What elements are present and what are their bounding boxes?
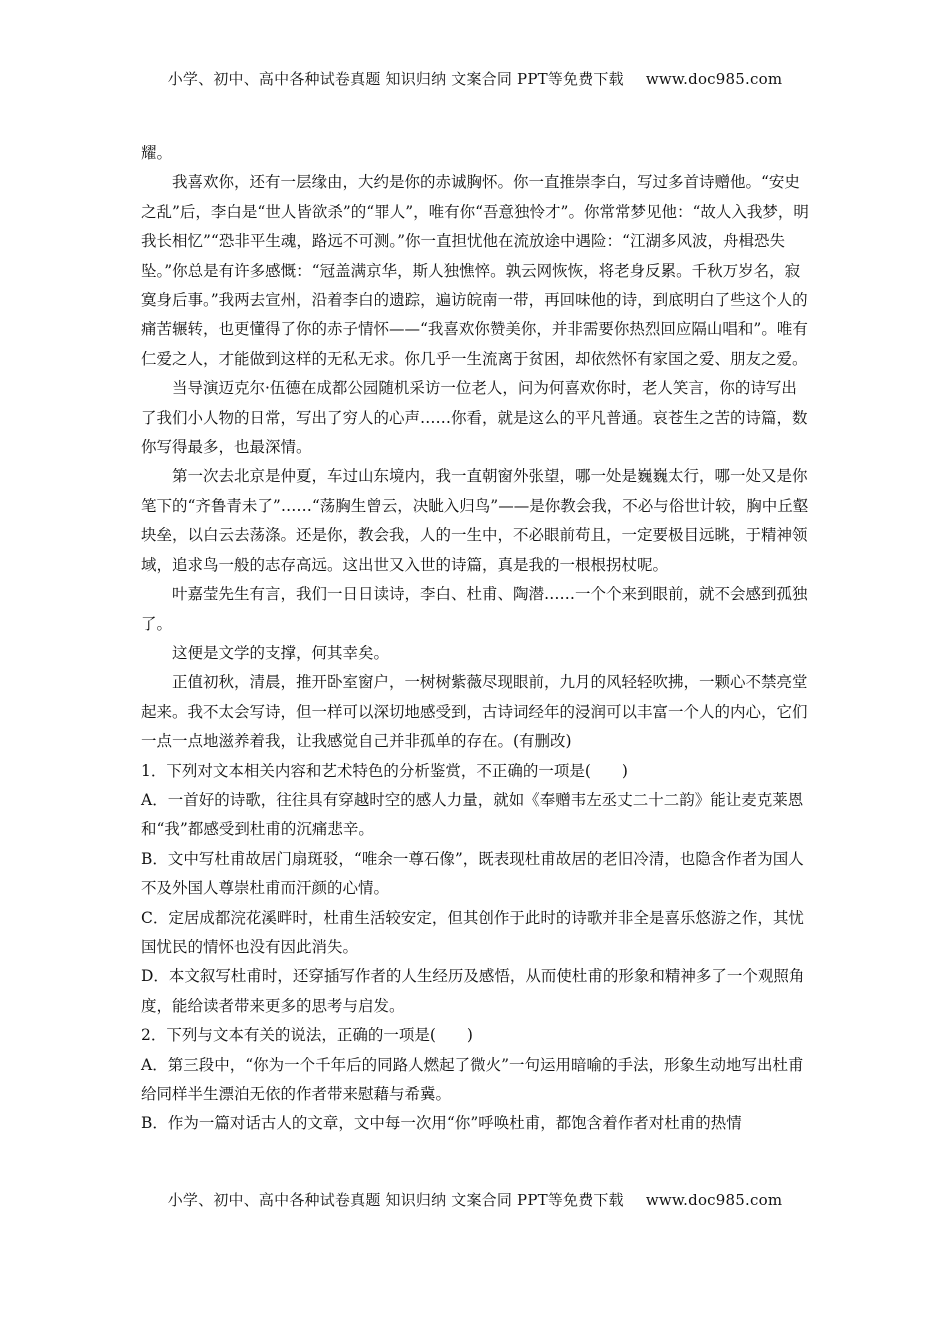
- paragraph: 当导演迈克尔·伍德在成都公园随机采访一位老人，问为何喜欢你时，老人笑言，你的诗写出了我们小人物的日常，写出了穷人的心声……你看，就是这么的平凡普通。哀苍生之苦的诗篇，数你写得最多，也最深情。: [141, 379, 808, 457]
- question-1-stem: 1．下列对文本相关内容和艺术特色的分析鉴赏，不正确的一项是( ): [141, 761, 628, 780]
- footer-text: 小学、初中、高中各种试卷真题 知识归纳 文案合同 PPT等免费下载: [167, 1191, 624, 1209]
- header-site-link[interactable]: www.doc985.com: [645, 70, 783, 88]
- page-footer: [0, 1189, 950, 1210]
- paragraph: 叶嘉莹先生有言，我们一日日读诗，李白、杜甫、陶潜……一个个来到眼前，就不会感到孤独了。: [141, 585, 808, 633]
- question-1-option-d: D．本文叙写杜甫时，还穿插写作者的人生经历及感悟，从而使杜甫的形象和精神多了一个观照角度，能给读者带来更多的思考与启发。: [141, 967, 805, 1015]
- header-text: 小学、初中、高中各种试卷真题 知识归纳 文案合同 PPT等免费下载: [167, 70, 624, 88]
- question-2-option-a: A．第三段中，“你为一个千年后的同路人燃起了微火”一句运用暗喻的手法，形象生动地写出杜甫给同样半生漂泊无依的作者带来慰藉与希冀。: [141, 1055, 804, 1103]
- question-1-option-b: B．文中写杜甫故居门扇斑驳，“唯余一尊石像”，既表现杜甫故居的老旧冷清，也隐含作者为国人不及外国人尊崇杜甫而汗颜的心情。: [141, 849, 804, 898]
- paragraph-continuation: 耀。: [141, 144, 173, 162]
- paragraph: 我喜欢你，还有一层缘由，大约是你的赤诚胸怀。你一直推崇李白，写过多首诗赠他。“安史之乱”后，李白是“世人皆欲杀”的“罪人”，唯有你“吾意独怜才”。你常常梦见他：“故人入我梦，明我长相忆”“恐非平生魂，路远不可测。”你一直担忧他在流放途中遇险：“江湖多风波，舟楫恐失坠。”你总是有许多感慨：“冠盖满京华，斯人独憔悴。孰云网恢恢，将老身反累。千秋万岁名，寂寞身后事。”我两去宣州，沿着李白的遗踪，遍访皖南一带，再回味他的诗，到底明白了些这个人的痛苦辗转，也更懂得了你的赤子情怀——“我喜欢你赞美你，并非需要你热烈回应隔山唱和”。唯有仁爱之人，才能做到这样的无私无求。你几乎一生流离于贫困，却依然怀有家国之爱、朋友之爱。: [141, 173, 809, 368]
- question-1-option-a: A．一首好的诗歌，往往具有穿越时空的感人力量，就如《奉赠韦左丞丈二十二韵》能让麦克莱恩和“我”都感受到杜甫的沉痛悲辛。: [141, 790, 804, 839]
- question-2-stem: 2．下列与文本有关的说法，正确的一项是( ): [141, 1026, 473, 1045]
- question-2-option-b: B．作为一篇对话古人的文章，文中每一次用“你”呼唤杜甫，都饱含着作者对杜甫的热情: [141, 1114, 742, 1133]
- document-body: [141, 139, 811, 1139]
- paragraph: 第一次去北京是仲夏，车过山东境内，我一直朝窗外张望，哪一处是巍巍太行，哪一处又是你笔下的“齐鲁青未了”……“荡胸生曾云，决眦入归鸟”——是你教会我，不必与俗世计较，胸中丘壑块垒，以白云去荡涤。还是你，教会我，人的一生中，不必眼前苟且，一定要极目远眺，于精神领域，追求鸟一般的志存高远。这出世又入世的诗篇，真是我的一根根拐杖呢。: [141, 467, 809, 574]
- paragraph: 正值初秋，清晨，推开卧室窗户，一树树紫薇尽现眼前，九月的风轻轻吹拂，一颗心不禁亮堂起来。我不太会写诗，但一样可以深切地感受到，古诗词经年的浸润可以丰富一个人的内心，它们一点一点地滋养着我，让我感觉自己并非孤单的存在。(有删改): [141, 673, 808, 751]
- page-header: [0, 68, 950, 89]
- question-1-option-c: C．定居成都浣花溪畔时，杜甫生活较安定，但其创作于此时的诗歌并非全是喜乐悠游之作，其忧国忧民的情怀也没有因此消失。: [141, 908, 804, 956]
- footer-site-link[interactable]: www.doc985.com: [645, 1191, 783, 1209]
- paragraph: 这便是文学的支撑，何其幸矣。: [172, 643, 390, 662]
